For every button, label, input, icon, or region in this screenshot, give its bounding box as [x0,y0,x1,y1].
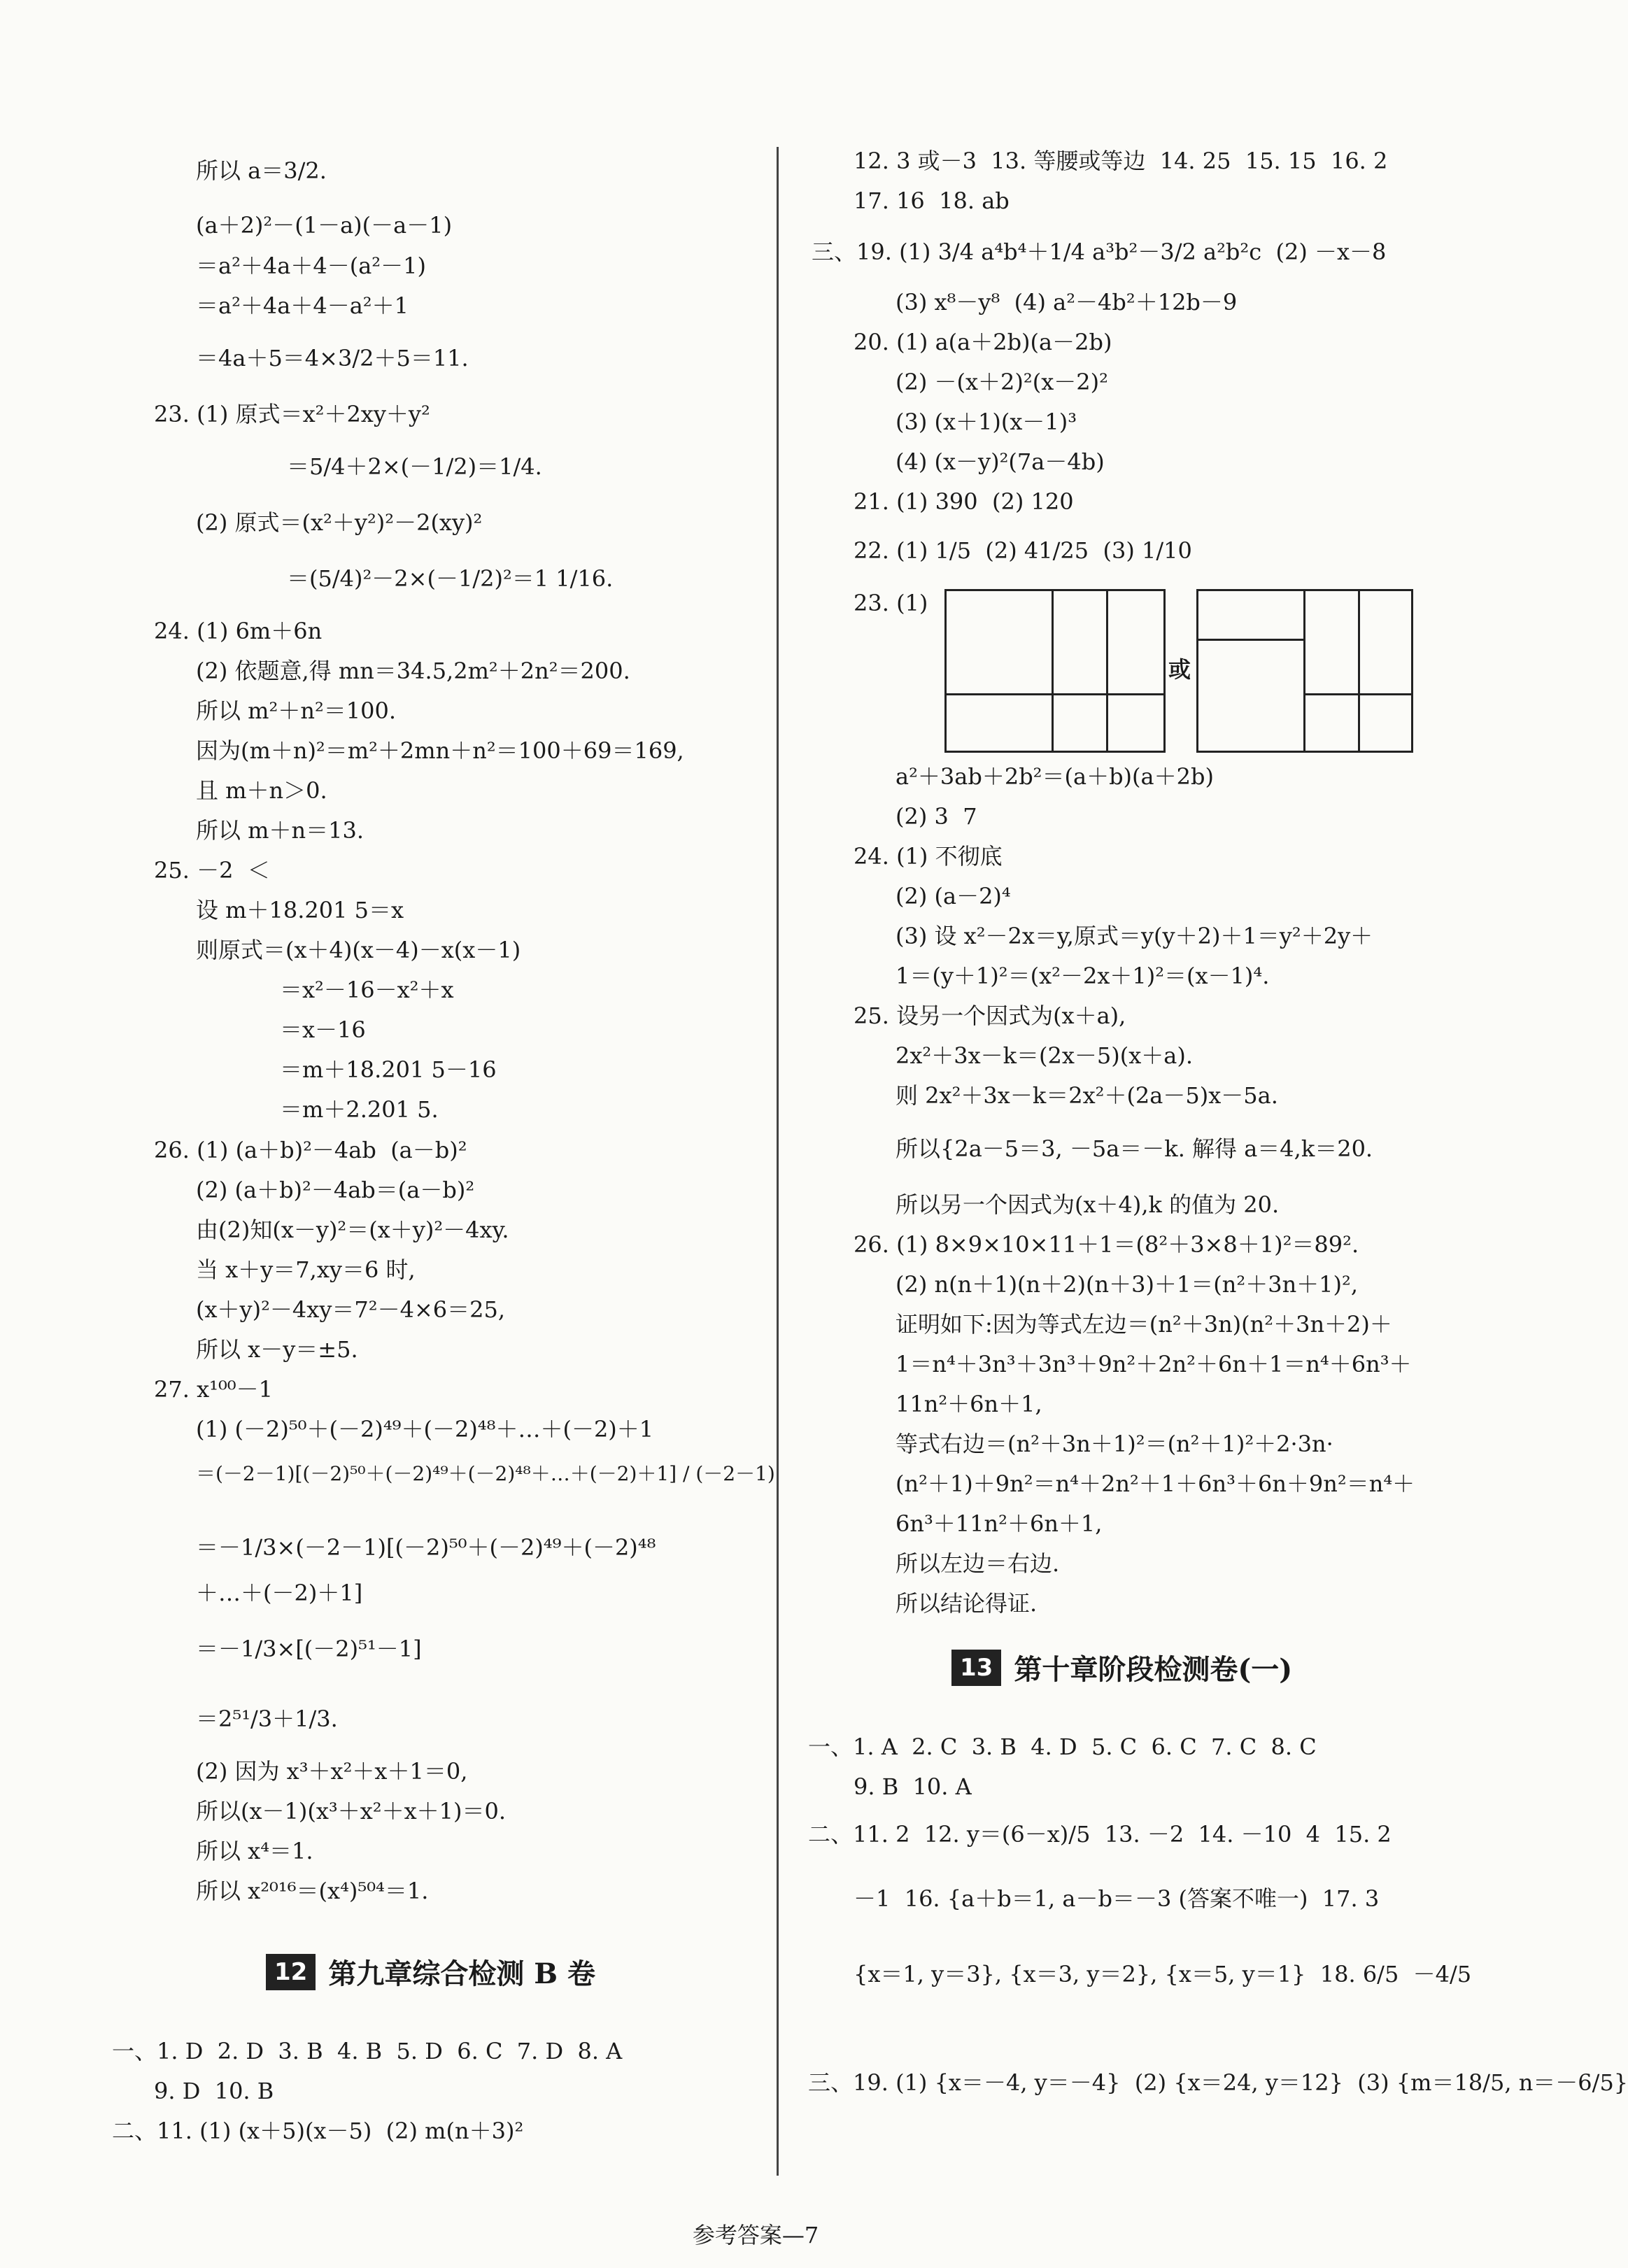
text-line: 11n²＋6n＋1, [896,1391,1042,1417]
text-line: 6n³＋11n²＋6n＋1, [896,1510,1103,1537]
text-line: 9. B 10. A [854,1773,972,1800]
text-line: (a＋2)²－(1－a)(－a－1) [196,212,453,239]
text-line: ＝4a＋5＝4×3/2＋5＝11. [196,345,469,371]
answer-26: 26. (1) 8×9×10×11＋1＝(8²＋3×8＋1)²＝89². [854,1231,1359,1258]
text-line: 则原式＝(x＋4)(x－4)－x(x－1) [196,937,521,963]
text-line: 1＝n⁴＋3n³＋3n³＋9n²＋2n²＋6n＋1＝n⁴＋6n³＋ [896,1351,1412,1377]
text-line: 一、1. D 2. D 3. B 4. B 5. D 6. C 7. D 8. A [112,2038,623,2064]
text-line: 2x²＋3x－k＝(2x－5)(x＋a). [896,1042,1194,1069]
text-line: {x＝1, y＝3}, {x＝3, y＝2}, {x＝5, y＝1} 18. 6/5 －4/5 [854,1961,1472,1987]
section-12-heading [266,1952,595,1992]
text-line: 所以{2a－5＝3, －5a＝－k. 解得 a＝4,k＝20. [896,1135,1373,1162]
text-line: ＝－1/3×[(－2)⁵¹－1] [196,1636,422,1662]
section-title: 第十章阶段检测卷(一) [1014,1653,1293,1686]
text-line: (2) (a＋b)²－4ab＝(a－b)² [196,1177,475,1203]
text-line: 所以(x－1)(x³＋x²＋x＋1)＝0. [196,1798,507,1824]
text-line: (2) 原式＝(x²＋y²)²－2(xy)² [196,509,483,536]
answer-21: 21. (1) 390 (2) 120 [854,488,1074,515]
section-title: 第九章综合检测 B 卷 [328,1957,595,1990]
text-line: (4) (x－y)²(7a－4b) [896,448,1105,475]
answer-23: 23. (1) 原式＝x²＋2xy＋y² [154,401,430,427]
text-line: 所以 x²⁰¹⁶＝(x⁴)⁵⁰⁴＝1. [196,1878,429,1904]
text-line: 一、1. A 2. C 3. B 4. D 5. C 6. C 7. C 8. C [808,1734,1317,1760]
text-line: 所以结论得证. [896,1590,1038,1617]
text-line: 证明如下:因为等式左边＝(n²＋3n)(n²＋3n＋2)＋ [896,1311,1392,1338]
answer-20: 20. (1) a(a＋2b)(a－2b) [854,329,1112,355]
section-number-badge: 12 [266,1954,316,1990]
answer-26: 26. (1) (a＋b)²－4ab (a－b)² [154,1137,467,1163]
text-line: (3) 设 x²－2x＝y,原式＝y(y＋2)＋1＝y²＋2y＋ [896,923,1373,949]
text-line: 三、19. (1) {x＝－4, y＝－4} (2) {x＝24, y＝12} (3) {m＝18/5, n＝－6/5} [808,2069,1628,2096]
page-footer: 参考答案—7 [692,2222,819,2248]
text-line: 因为(m＋n)²＝m²＋2mn＋n²＝100＋69＝169, [196,737,684,764]
text-line: ＝x²－16－x²＋x [280,977,454,1003]
text-line: 所以 x⁴＝1. [196,1838,313,1864]
text-line: (2) －(x＋2)²(x－2)² [896,369,1108,395]
text-line: 9. D 10. B [154,2078,274,2104]
answer-24: 24. (1) 6m＋6n [154,618,323,644]
text-line: ＝5/4＋2×(－1/2)＝1/4. [287,453,542,480]
text-line: 1＝(y＋1)²＝(x²－2x＋1)²＝(x－1)⁴. [896,963,1270,989]
text-line: 三、19. (1) 3/4 a⁴b⁴＋1/4 a³b²－3/2 a²b²c (2) －x－8 [812,239,1387,265]
text-line: 所以 a＝3/2. [196,157,327,184]
text-line: 当 x＋y＝7,xy＝6 时, [196,1256,416,1283]
text-line: (2) n(n＋1)(n＋2)(n＋3)＋1＝(n²＋3n＋1)², [896,1271,1359,1298]
or-label: 或 [1168,656,1191,683]
answer-27: 27. x¹⁰⁰－1 [154,1376,273,1403]
rectangle-figure-1 [944,589,1166,753]
text-line: ＝m＋2.201 5. [280,1096,439,1123]
text-line: (2) 依题意,得 mn＝34.5,2m²＋2n²＝200. [196,658,630,684]
text-line: (2) (a－2)⁴ [896,883,1011,909]
text-line: (1) (－2)⁵⁰＋(－2)⁴⁹＋(－2)⁴⁸＋…＋(－2)＋1 [196,1416,654,1443]
text-line: ＝m＋18.201 5－16 [280,1056,497,1083]
column-divider [777,147,779,2176]
section-13-heading [951,1647,1292,1687]
text-line: a²＋3ab＋2b²＝(a＋b)(a＋2b) [896,763,1214,790]
text-line: 17. 16 18. ab [854,187,1010,214]
answer-24: 24. (1) 不彻底 [854,843,1003,870]
text-line: (3) (x＋1)(x－1)³ [896,409,1077,435]
text-line: －1 16. {a＋b＝1, a－b＝－3 (答案不唯一) 17. 3 [854,1885,1380,1912]
text-line: 所以另一个因式为(x＋4),k 的值为 20. [896,1191,1280,1218]
text-line: 所以 m²＋n²＝100. [196,697,397,724]
answer-22: 22. (1) 1/5 (2) 41/25 (3) 1/10 [854,537,1192,564]
text-line: 二、11. (1) (x＋5)(x－5) (2) m(n＋3)² [112,2118,524,2144]
text-line: 由(2)知(x－y)²＝(x＋y)²－4xy. [196,1217,509,1243]
text-line: ＝x－16 [280,1016,366,1043]
text-line: 所以左边＝右边. [896,1550,1060,1577]
rectangle-figure-2 [1196,589,1413,753]
text-line: 所以 m＋n＝13. [196,817,364,844]
text-line: 二、11. 2 12. y＝(6－x)/5 13. －2 14. －10 4 15. 2 [808,1821,1392,1848]
text-line: 等式右边＝(n²＋3n＋1)²＝(n²＋1)²＋2·3n· [896,1431,1333,1457]
text-line: 12. 3 或－3 13. 等腰或等边 14. 25 15. 15 16. 2 [854,148,1388,174]
section-number-badge: 13 [951,1650,1001,1686]
text-line: 且 m＋n＞0. [196,777,327,804]
text-line: 设 m＋18.201 5＝x [196,897,404,923]
text-line: (2) 因为 x³＋x²＋x＋1＝0, [196,1758,468,1785]
text-line: 则 2x²＋3x－k＝2x²＋(2a－5)x－5a. [896,1082,1278,1109]
text-line: (x＋y)²－4xy＝7²－4×6＝25, [196,1296,506,1323]
answer-25: 25. －2 ＜ [154,857,270,884]
text-line: ＋…＋(－2)＋1] [196,1580,363,1606]
text-line: ＝2⁵¹/3＋1/3. [196,1706,338,1732]
answer-23: 23. (1) [854,590,928,616]
answer-25: 25. 设另一个因式为(x＋a), [854,1002,1126,1029]
text-line: (n²＋1)＋9n²＝n⁴＋2n²＋1＋6n³＋6n＋9n²＝n⁴＋ [896,1470,1415,1497]
text-line: (3) x⁸－y⁸ (4) a²－4b²＋12b－9 [896,289,1238,316]
text-line: ＝a²＋4a＋4－a²＋1 [196,292,409,319]
text-line: ＝a²＋4a＋4－(a²－1) [196,253,426,279]
text-line: ＝－1/3×(－2－1)[(－2)⁵⁰＋(－2)⁴⁹＋(－2)⁴⁸ [196,1534,656,1561]
text-line: (2) 3 7 [896,803,977,830]
text-line: 所以 x－y＝±5. [196,1336,358,1363]
text-line: ＝(5/4)²－2×(－1/2)²＝1 1/16. [287,565,614,592]
text-line: ＝(－2－1)[(－2)⁵⁰＋(－2)⁴⁹＋(－2)⁴⁸＋…＋(－2)＋1] / (－2－1) [196,1462,775,1485]
